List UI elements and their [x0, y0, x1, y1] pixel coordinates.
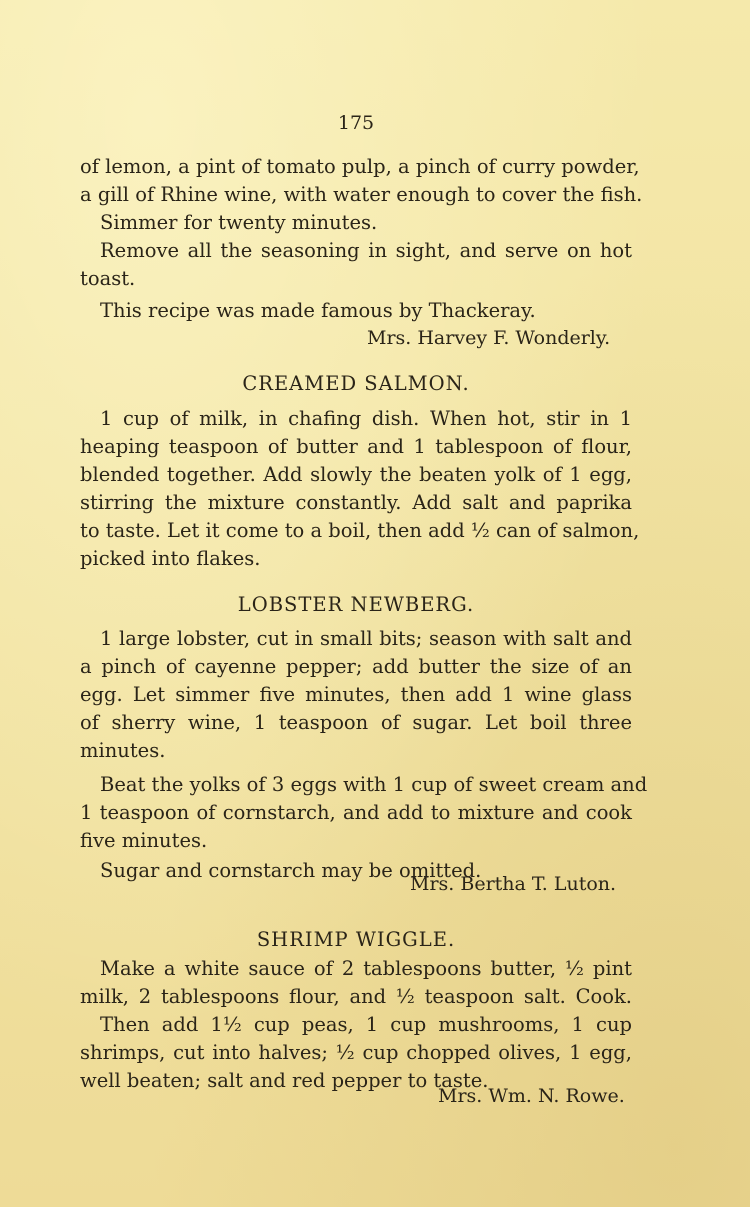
text-line: picked into flakes.: [80, 547, 261, 570]
signature-rowe: Mrs. Wm. N. Rowe.: [438, 1085, 625, 1107]
recipe-title-lobster-newberg: LOBSTER NEWBERG.: [237, 593, 475, 616]
text-line: Sugar and cornstarch may be omitted.: [100, 859, 482, 882]
text-line: Simmer for twenty minutes.: [100, 211, 378, 234]
text-line: of lemon, a pint of tomato pulp, a pinch of curry powder,: [80, 155, 640, 178]
signature-wonderly: Mrs. Harvey F. Wonderly.: [367, 327, 611, 349]
text-line: Beat the yolks of 3 eggs with 1 cup of sweet cream and: [100, 773, 648, 796]
text-line: Make a white sauce of 2 tablespoons butter, ½ pint: [100, 957, 632, 980]
recipe-title-creamed-salmon: CREAMED SALMON.: [242, 372, 470, 395]
text-line: to taste. Let it come to a boil, then add ½ can of salmon,: [80, 519, 640, 542]
text-line: egg. Let simmer five minutes, then add 1 wine glass: [80, 683, 632, 706]
text-line: milk, 2 tablespoons flour, and ½ teaspoon salt. Cook.: [80, 985, 632, 1008]
creamed-salmon-text: [80, 405, 640, 573]
text-line: 1 teaspoon of cornstarch, and add to mixture and cook: [80, 801, 632, 824]
lobster-newberg-text: [80, 625, 648, 885]
text-line: shrimps, cut into halves; ½ cup chopped olives, 1 egg,: [80, 1041, 632, 1064]
page-number: 175: [337, 112, 375, 134]
text-line: heaping teaspoon of butter and 1 tablespoon of flour,: [80, 435, 632, 458]
text-line: This recipe was made famous by Thackeray.: [100, 299, 536, 322]
text-line: minutes.: [80, 739, 166, 762]
text-line: a gill of Rhine wine, with water enough to cover the fish.: [80, 183, 643, 206]
text-line: 1 cup of milk, in chafing dish. When hot, stir in 1: [100, 407, 632, 430]
text-line: Then add 1½ cup peas, 1 cup mushrooms, 1 cup: [100, 1013, 632, 1036]
text-line: stirring the mixture constantly. Add salt and paprika: [80, 491, 632, 514]
text-line: of sherry wine, 1 teaspoon of sugar. Let boil three: [80, 711, 632, 734]
text-line: well beaten; salt and red pepper to taste.: [80, 1069, 489, 1092]
text-line: five minutes.: [80, 829, 208, 852]
intro-text: [80, 153, 643, 325]
signature-luton: Mrs. Bertha T. Luton.: [410, 873, 617, 895]
text-line: 1 large lobster, cut in small bits; season with salt and: [100, 627, 632, 650]
text-line: toast.: [80, 267, 136, 290]
text-line: a pinch of cayenne pepper; add butter the size of an: [80, 655, 632, 678]
recipe-title-shrimp-wiggle: SHRIMP WIGGLE.: [256, 928, 456, 951]
text-line: blended together. Add slowly the beaten yolk of 1 egg,: [80, 463, 632, 486]
text-line: Remove all the seasoning in sight, and serve on hot: [100, 239, 632, 262]
shrimp-wiggle-text: [80, 955, 632, 1095]
